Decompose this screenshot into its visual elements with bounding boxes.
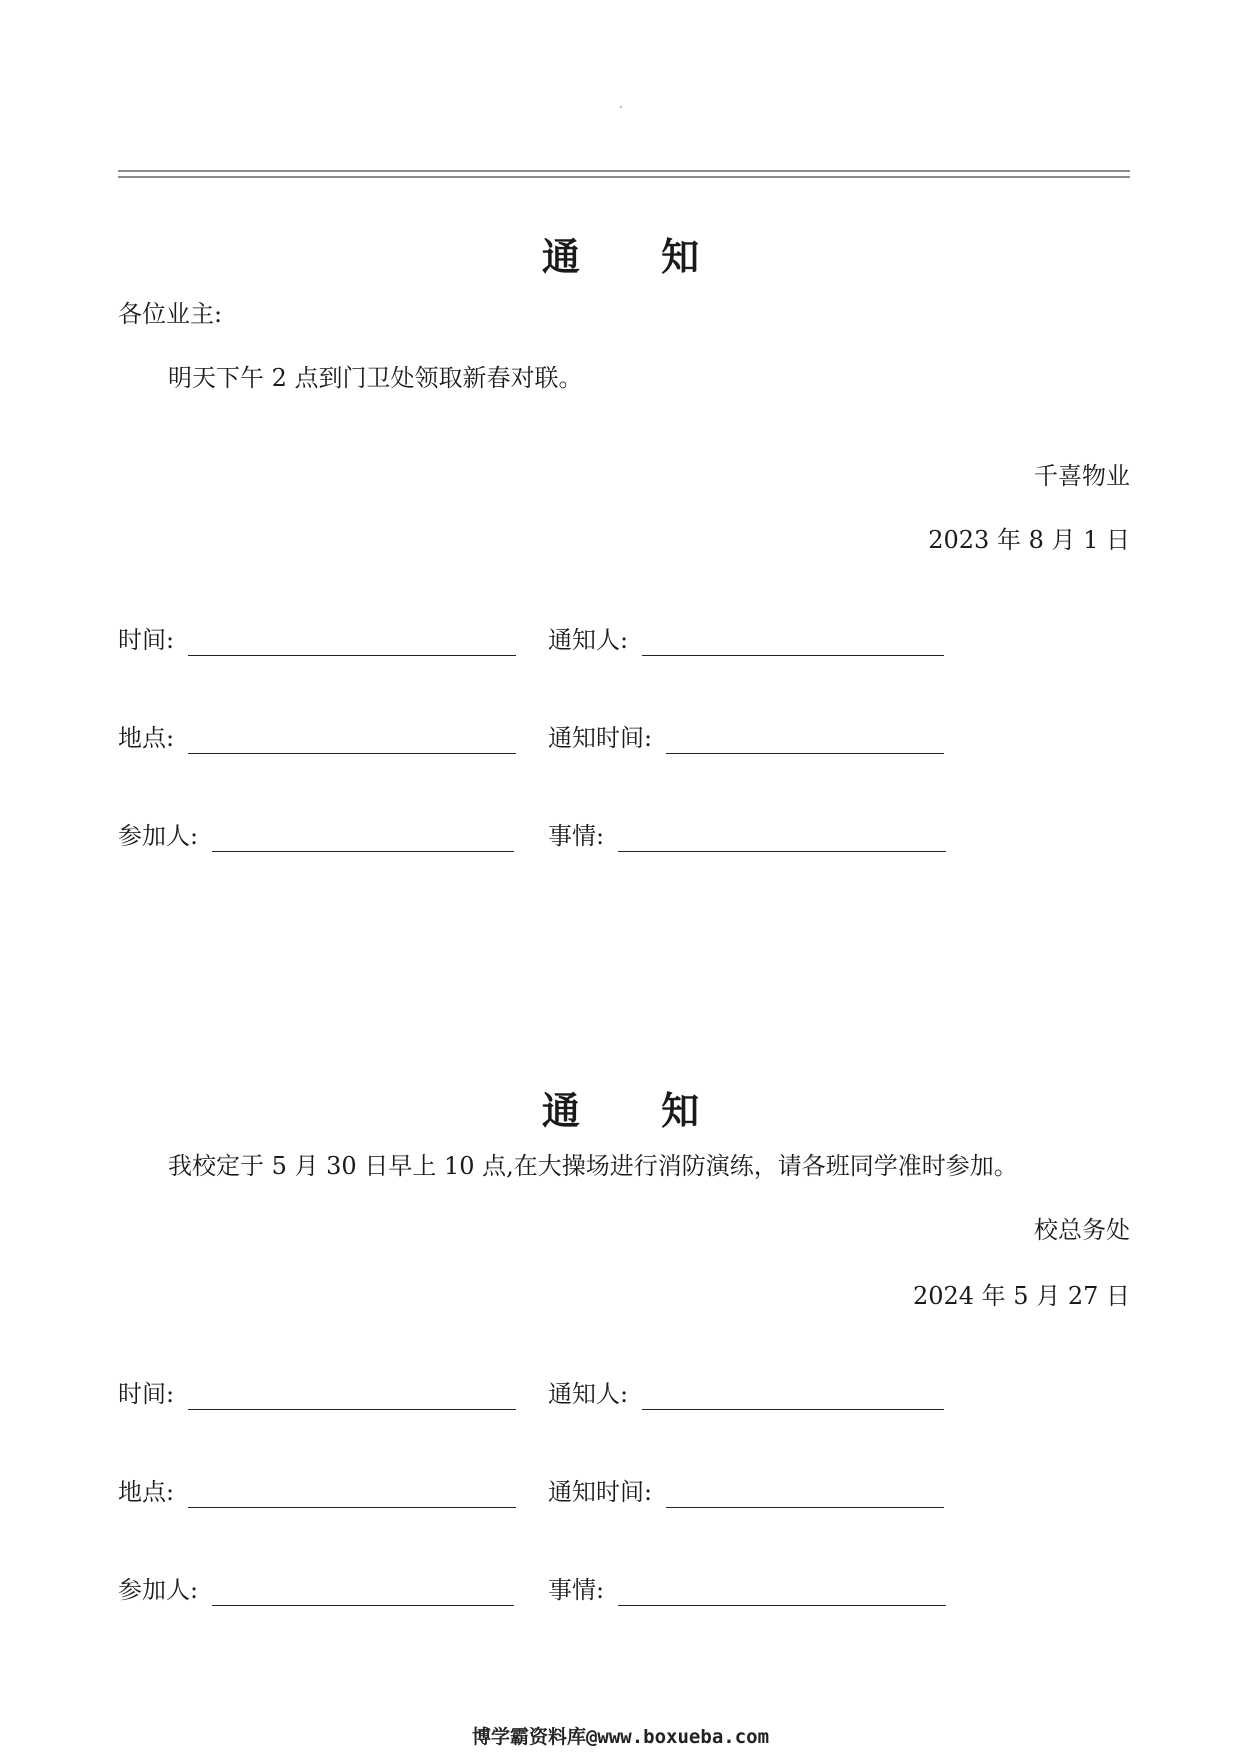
notice2-notice-time-field <box>548 1476 944 1508</box>
notice1-place-blank[interactable] <box>188 727 516 754</box>
notice1-date: 2023 年 8 月 1 日 <box>928 526 1130 554</box>
notice2-notifier-field <box>548 1378 944 1410</box>
notice2-body: 我校定于 5 月 30 日早上 10 点,在大操场进行消防演练，请各班同学准时参加。 <box>168 1152 1018 1180</box>
notice2-date: 2024 年 5 月 27 日 <box>912 1282 1130 1310</box>
notice1-matter-blank[interactable] <box>618 825 946 852</box>
header-rule-top <box>118 170 1130 172</box>
notice1-body: 明天下午 2 点到门卫处领取新春对联。 <box>168 364 583 392</box>
notice2-place-label: 地点: <box>118 1478 175 1506</box>
notice1-participants-label: 参加人: <box>118 822 199 850</box>
footer-watermark: 博学霸资料库@www.boxueba.com <box>471 1726 770 1748</box>
notice2-matter-blank[interactable] <box>618 1579 946 1606</box>
notice2-time-field <box>118 1378 516 1410</box>
notice1-matter-label: 事情: <box>548 822 605 850</box>
notice2-matter-field <box>548 1574 946 1606</box>
notice2-signature: 校总务处 <box>1034 1216 1130 1244</box>
notice2-participants-label: 参加人: <box>118 1576 199 1604</box>
notice2-place-field <box>118 1476 516 1508</box>
notice2-notice-time-label: 通知时间: <box>548 1478 653 1506</box>
notice2-title: 通 知 <box>541 1089 734 1133</box>
notice1-notifier-field <box>548 624 944 656</box>
notice2-notice-time-blank[interactable] <box>666 1481 944 1508</box>
header-dot <box>620 106 622 108</box>
notice1-place-field <box>118 722 516 754</box>
notice1-notifier-label: 通知人: <box>548 626 629 654</box>
notice2-notifier-blank[interactable] <box>642 1383 944 1410</box>
notice2-time-label: 时间: <box>118 1380 175 1408</box>
notice2-matter-label: 事情: <box>548 1576 605 1604</box>
notice1-time-blank[interactable] <box>188 629 516 656</box>
notice1-signature: 千喜物业 <box>1034 462 1130 490</box>
notice2-time-blank[interactable] <box>188 1383 516 1410</box>
notice1-participants-field <box>118 820 514 852</box>
notice1-salutation: 各位业主: <box>118 300 223 328</box>
notice1-place-label: 地点: <box>118 724 175 752</box>
notice2-notifier-label: 通知人: <box>548 1380 629 1408</box>
notice2-participants-field <box>118 1574 514 1606</box>
notice1-time-field <box>118 624 516 656</box>
notice1-participants-blank[interactable] <box>212 825 514 852</box>
notice1-matter-field <box>548 820 946 852</box>
notice1-notice-time-blank[interactable] <box>666 727 944 754</box>
header-rule-bottom <box>118 176 1130 178</box>
notice1-notice-time-field <box>548 722 944 754</box>
notice2-participants-blank[interactable] <box>212 1579 514 1606</box>
notice2-place-blank[interactable] <box>188 1481 516 1508</box>
notice1-title: 通 知 <box>541 235 734 279</box>
notice1-notice-time-label: 通知时间: <box>548 724 653 752</box>
notice1-notifier-blank[interactable] <box>642 629 944 656</box>
notice1-time-label: 时间: <box>118 626 175 654</box>
